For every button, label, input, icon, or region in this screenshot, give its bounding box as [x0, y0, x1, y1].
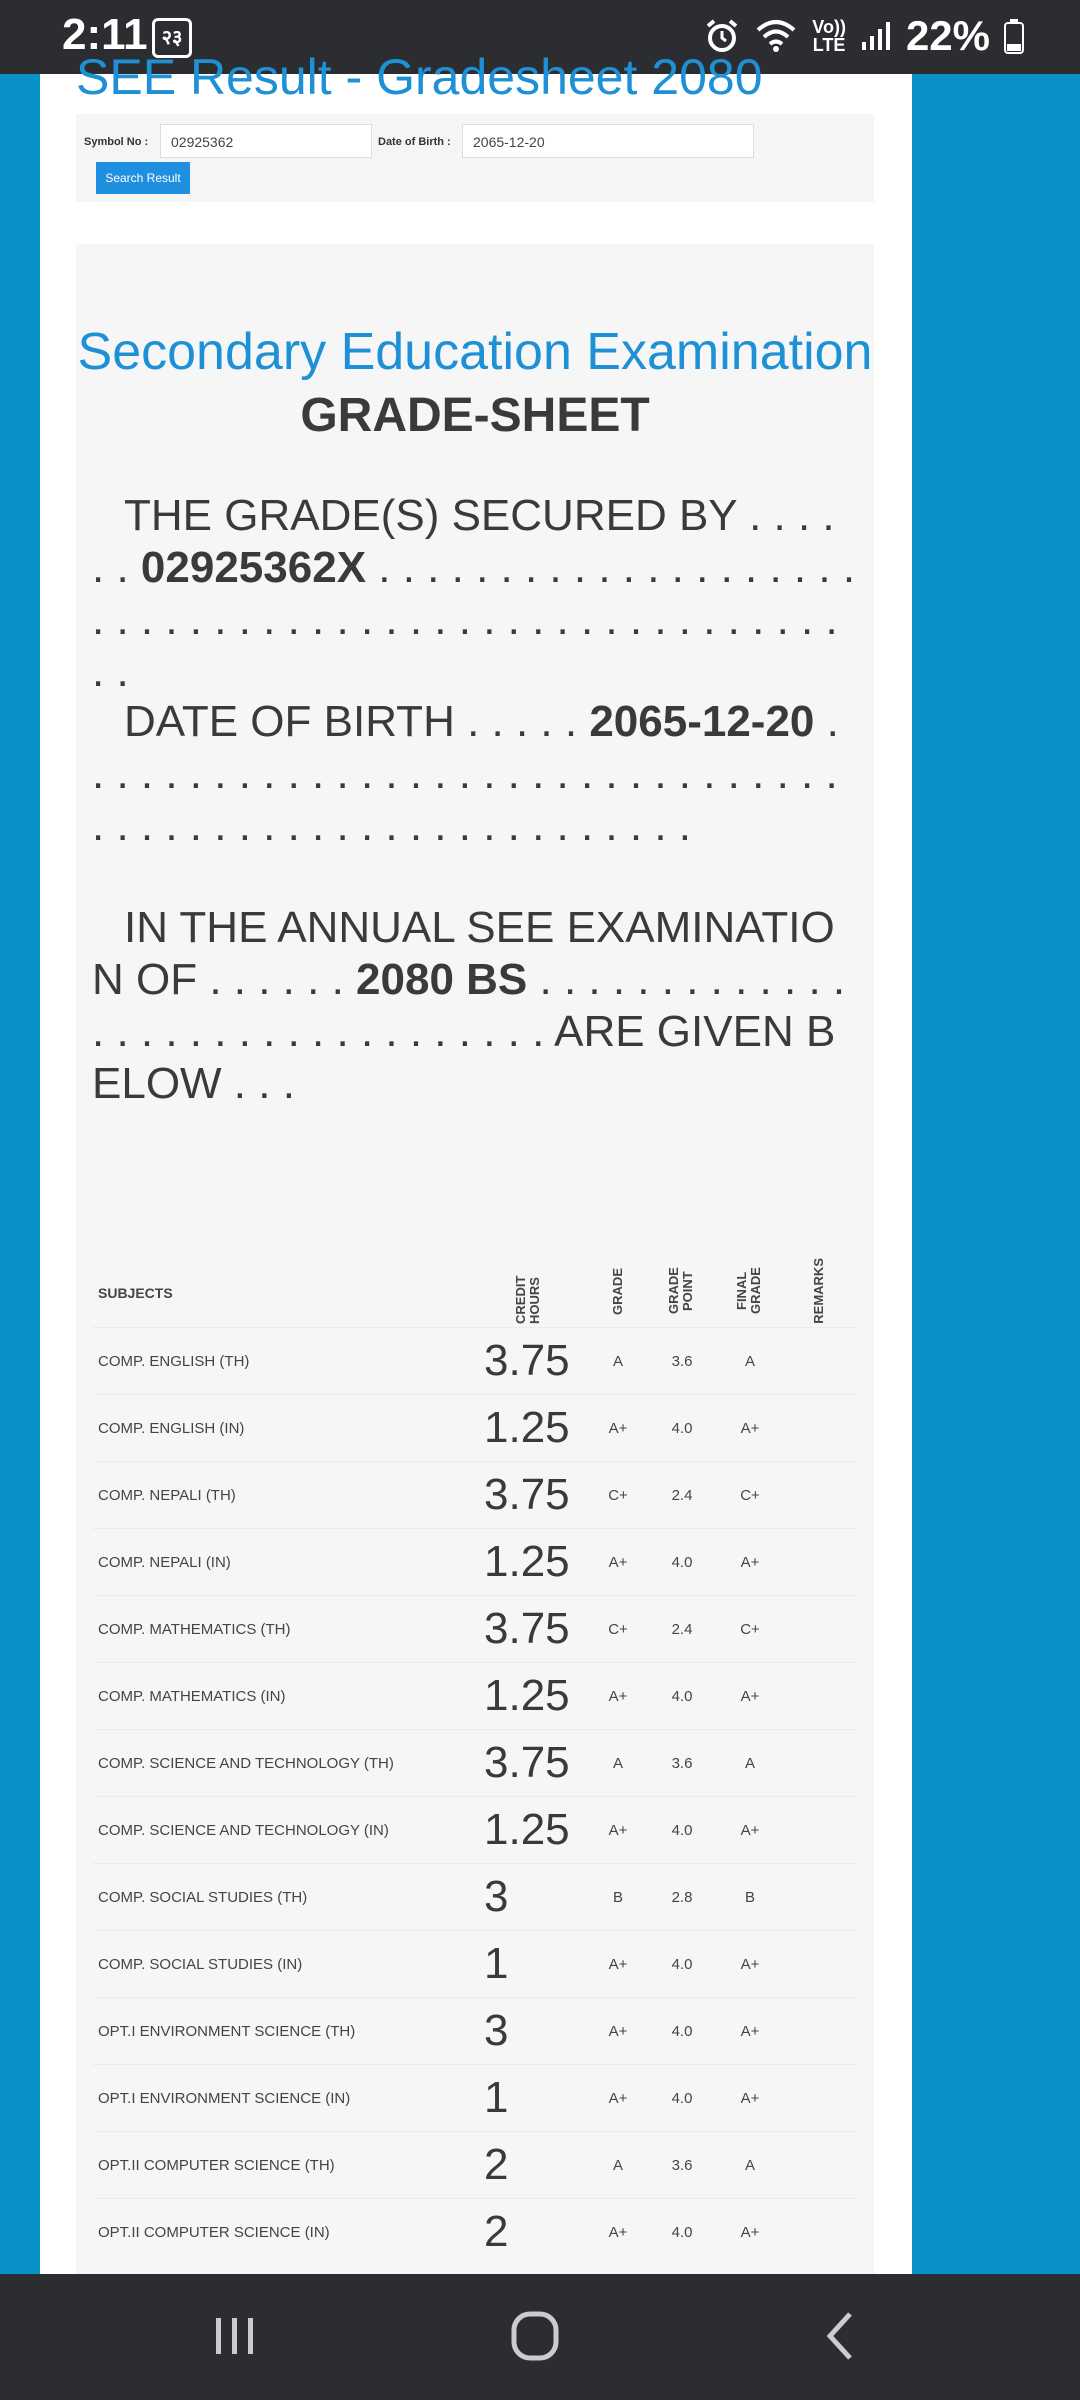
cell-final-grade: A+ [720, 1663, 780, 1730]
cell-final-grade: A+ [720, 1797, 780, 1864]
cell-subject: COMP. NEPALI (IN) [92, 1529, 484, 1596]
notification-icon: २३ [152, 18, 192, 58]
grades-table [92, 1258, 858, 2265]
cell-subject: COMP. MATHEMATICS (TH) [92, 1596, 484, 1663]
cell-grade: A+ [592, 1663, 644, 1730]
cell-grade-point: 2.8 [644, 1864, 720, 1931]
symbol-label: Symbol No : [84, 136, 149, 148]
cell-grade-point: 3.6 [644, 1730, 720, 1797]
cell-final-grade: C+ [720, 1596, 780, 1663]
cell-remarks [780, 2065, 858, 2132]
table-row [92, 1730, 858, 1797]
cell-credit-hours: 1 [484, 1931, 592, 1998]
grade-sheet-title: GRADE-SHEET [300, 389, 650, 442]
cell-grade-point: 3.6 [644, 1328, 720, 1395]
result-page [40, 49, 912, 2274]
cell-remarks [780, 2132, 858, 2199]
cell-credit-hours: 3 [484, 1864, 592, 1931]
page-title: SEE Result - Gradesheet 2080 [76, 49, 763, 105]
cell-subject: COMP. SCIENCE AND TECHNOLOGY (IN) [92, 1797, 484, 1864]
cell-grade-point: 4.0 [644, 1529, 720, 1596]
cell-final-grade: A [720, 1328, 780, 1395]
cell-final-grade: C+ [720, 1462, 780, 1529]
dob-dots: . . . . . . . . . . . . . . . . . . . . . . . . . . . . . . . . . . . . . . . . . . . . . . . . . . . . . . . . . [92, 697, 839, 850]
cell-subject: COMP. ENGLISH (IN) [92, 1395, 484, 1462]
table-row [92, 1395, 858, 1462]
cell-grade-point: 4.0 [644, 2199, 720, 2266]
cell-remarks [780, 1529, 858, 1596]
lte-label: LTE [812, 35, 846, 55]
back-icon[interactable] [796, 2306, 886, 2366]
cell-grade: A+ [592, 1931, 644, 1998]
cell-final-grade: A+ [720, 1529, 780, 1596]
dob-value: 2065-12-20 [589, 697, 815, 746]
cell-grade: A [592, 2132, 644, 2199]
battery-icon [1004, 18, 1024, 54]
cell-final-grade: A [720, 1730, 780, 1797]
dob-text: DATE OF BIRTH . . . . . [124, 697, 578, 746]
cell-grade: A+ [592, 1395, 644, 1462]
table-row [92, 2065, 858, 2132]
header-final-grade [720, 1258, 780, 1328]
secured-by-text: THE GRADE(S) SECURED BY . . . . . . [92, 491, 835, 592]
cell-grade-point: 3.6 [644, 2132, 720, 2199]
exam-year: 2080 BS [356, 955, 528, 1004]
cell-final-grade: A+ [720, 1931, 780, 1998]
cell-credit-hours: 2 [484, 2199, 592, 2266]
header-grade [592, 1258, 644, 1328]
table-row [92, 1663, 858, 1730]
cell-credit-hours: 2 [484, 2132, 592, 2199]
search-form [76, 114, 874, 202]
volte-icon [812, 18, 846, 54]
cell-grade-point: 4.0 [644, 1395, 720, 1462]
cell-credit-hours: 1.25 [484, 1529, 592, 1596]
cell-remarks [780, 1328, 858, 1395]
cell-remarks [780, 1462, 858, 1529]
cell-subject: OPT.I ENVIRONMENT SCIENCE (TH) [92, 1998, 484, 2065]
cell-credit-hours: 3.75 [484, 1596, 592, 1663]
exam-title: Secondary Education Examination [77, 323, 873, 381]
cell-grade-point: 2.4 [644, 1462, 720, 1529]
cell-subject: COMP. SOCIAL STUDIES (TH) [92, 1864, 484, 1931]
header-grade-text: GRADE [610, 1267, 625, 1315]
cell-subject: OPT.II COMPUTER SCIENCE (IN) [92, 2199, 484, 2266]
header-final-text: FINAL GRADE [734, 1267, 763, 1315]
cell-credit-hours: 3.75 [484, 1328, 592, 1395]
cell-remarks [780, 1864, 858, 1931]
exam-year-line [92, 902, 858, 1110]
cell-grade: A+ [592, 1529, 644, 1596]
cell-subject: OPT.I ENVIRONMENT SCIENCE (IN) [92, 2065, 484, 2132]
cell-remarks [780, 1596, 858, 1663]
dob-line [92, 696, 858, 852]
symbol-input[interactable]: 02925362 [160, 124, 372, 158]
symbol-number: 02925362X [140, 543, 367, 592]
cell-grade: A+ [592, 2065, 644, 2132]
cell-grade-point: 4.0 [644, 1797, 720, 1864]
cell-final-grade: A+ [720, 1998, 780, 2065]
cell-remarks [780, 1730, 858, 1797]
dob-input[interactable]: 2065-12-20 [462, 124, 754, 158]
cell-grade: A+ [592, 1998, 644, 2065]
cell-credit-hours: 1 [484, 2065, 592, 2132]
header-credit-hours [484, 1258, 592, 1328]
cell-final-grade: A [720, 2132, 780, 2199]
cell-grade: A+ [592, 2199, 644, 2266]
recent-apps-icon[interactable] [190, 2306, 280, 2366]
cell-subject: COMP. SCIENCE AND TECHNOLOGY (TH) [92, 1730, 484, 1797]
grade-sheet [76, 244, 874, 2284]
cell-grade-point: 4.0 [644, 1663, 720, 1730]
cell-final-grade: A+ [720, 2065, 780, 2132]
table-header-row [92, 1258, 858, 1328]
cell-grade: C+ [592, 1462, 644, 1529]
cell-grade: A [592, 1328, 644, 1395]
header-point-text: GRADE POINT [666, 1267, 695, 1315]
cell-grade-point: 4.0 [644, 1998, 720, 2065]
cell-remarks [780, 2199, 858, 2266]
navigation-bar [0, 2274, 1080, 2400]
header-credit-text: CREDIT HOURS [513, 1275, 542, 1324]
cell-final-grade: A+ [720, 2199, 780, 2266]
cell-credit-hours: 1.25 [484, 1395, 592, 1462]
cell-final-grade: B [720, 1864, 780, 1931]
cell-subject: COMP. SOCIAL STUDIES (IN) [92, 1931, 484, 1998]
search-result-button[interactable]: Search Result [96, 162, 190, 194]
cell-grade-point: 4.0 [644, 1931, 720, 1998]
cell-grade: B [592, 1864, 644, 1931]
cell-subject: COMP. NEPALI (TH) [92, 1462, 484, 1529]
cell-remarks [780, 1663, 858, 1730]
cell-subject: OPT.II COMPUTER SCIENCE (TH) [92, 2132, 484, 2199]
table-row [92, 1864, 858, 1931]
cell-credit-hours: 1.25 [484, 1797, 592, 1864]
cell-subject: COMP. ENGLISH (TH) [92, 1328, 484, 1395]
cell-credit-hours: 3.75 [484, 1462, 592, 1529]
battery-percent: 22% [905, 12, 990, 59]
header-remarks [780, 1258, 858, 1328]
signal-icon [860, 20, 892, 52]
secured-by-dots: . . . . . . . . . . . . . . . . . . . . . . . . . . . . . . . . . . . . . . . . . . . . . . . . . . . . . [92, 543, 856, 696]
table-row [92, 2132, 858, 2199]
cell-grade-point: 2.4 [644, 1596, 720, 1663]
header-remarks-text: REMARKS [811, 1258, 826, 1324]
cell-grade-point: 4.0 [644, 2065, 720, 2132]
cell-remarks [780, 1797, 858, 1864]
exam-year-text: IN THE ANNUAL SEE EXAMINATION OF . . . . . . [92, 903, 835, 1004]
cell-remarks [780, 1998, 858, 2065]
volte-label: Vo)) [812, 17, 846, 37]
grades-table-body [92, 1328, 858, 2266]
table-row [92, 1596, 858, 1663]
cell-remarks [780, 1931, 858, 1998]
cell-credit-hours: 3 [484, 1998, 592, 2065]
cell-credit-hours: 1.25 [484, 1663, 592, 1730]
status-time: 2:11 [62, 10, 148, 59]
cell-remarks [780, 1395, 858, 1462]
cell-subject: COMP. MATHEMATICS (IN) [92, 1663, 484, 1730]
exam-year-dots: . . . . . . . . . . . . . . . . . . . . . . . . . . . . . . . . ARE GIVEN BELOW . . . [92, 955, 846, 1108]
header-grade-point [644, 1258, 720, 1328]
table-row [92, 1998, 858, 2065]
cell-final-grade: A+ [720, 1395, 780, 1462]
secured-by-line [92, 490, 858, 698]
table-row [92, 1328, 858, 1395]
cell-grade: A+ [592, 1797, 644, 1864]
home-icon[interactable] [490, 2306, 580, 2366]
table-row [92, 1931, 858, 1998]
table-row [92, 1529, 858, 1596]
cell-grade: A [592, 1730, 644, 1797]
header-subjects: SUBJECTS [98, 1284, 173, 1301]
table-row [92, 1797, 858, 1864]
table-row [92, 1462, 858, 1529]
cell-grade: C+ [592, 1596, 644, 1663]
table-row [92, 2199, 858, 2266]
cell-credit-hours: 3.75 [484, 1730, 592, 1797]
dob-label: Date of Birth : [378, 136, 451, 148]
